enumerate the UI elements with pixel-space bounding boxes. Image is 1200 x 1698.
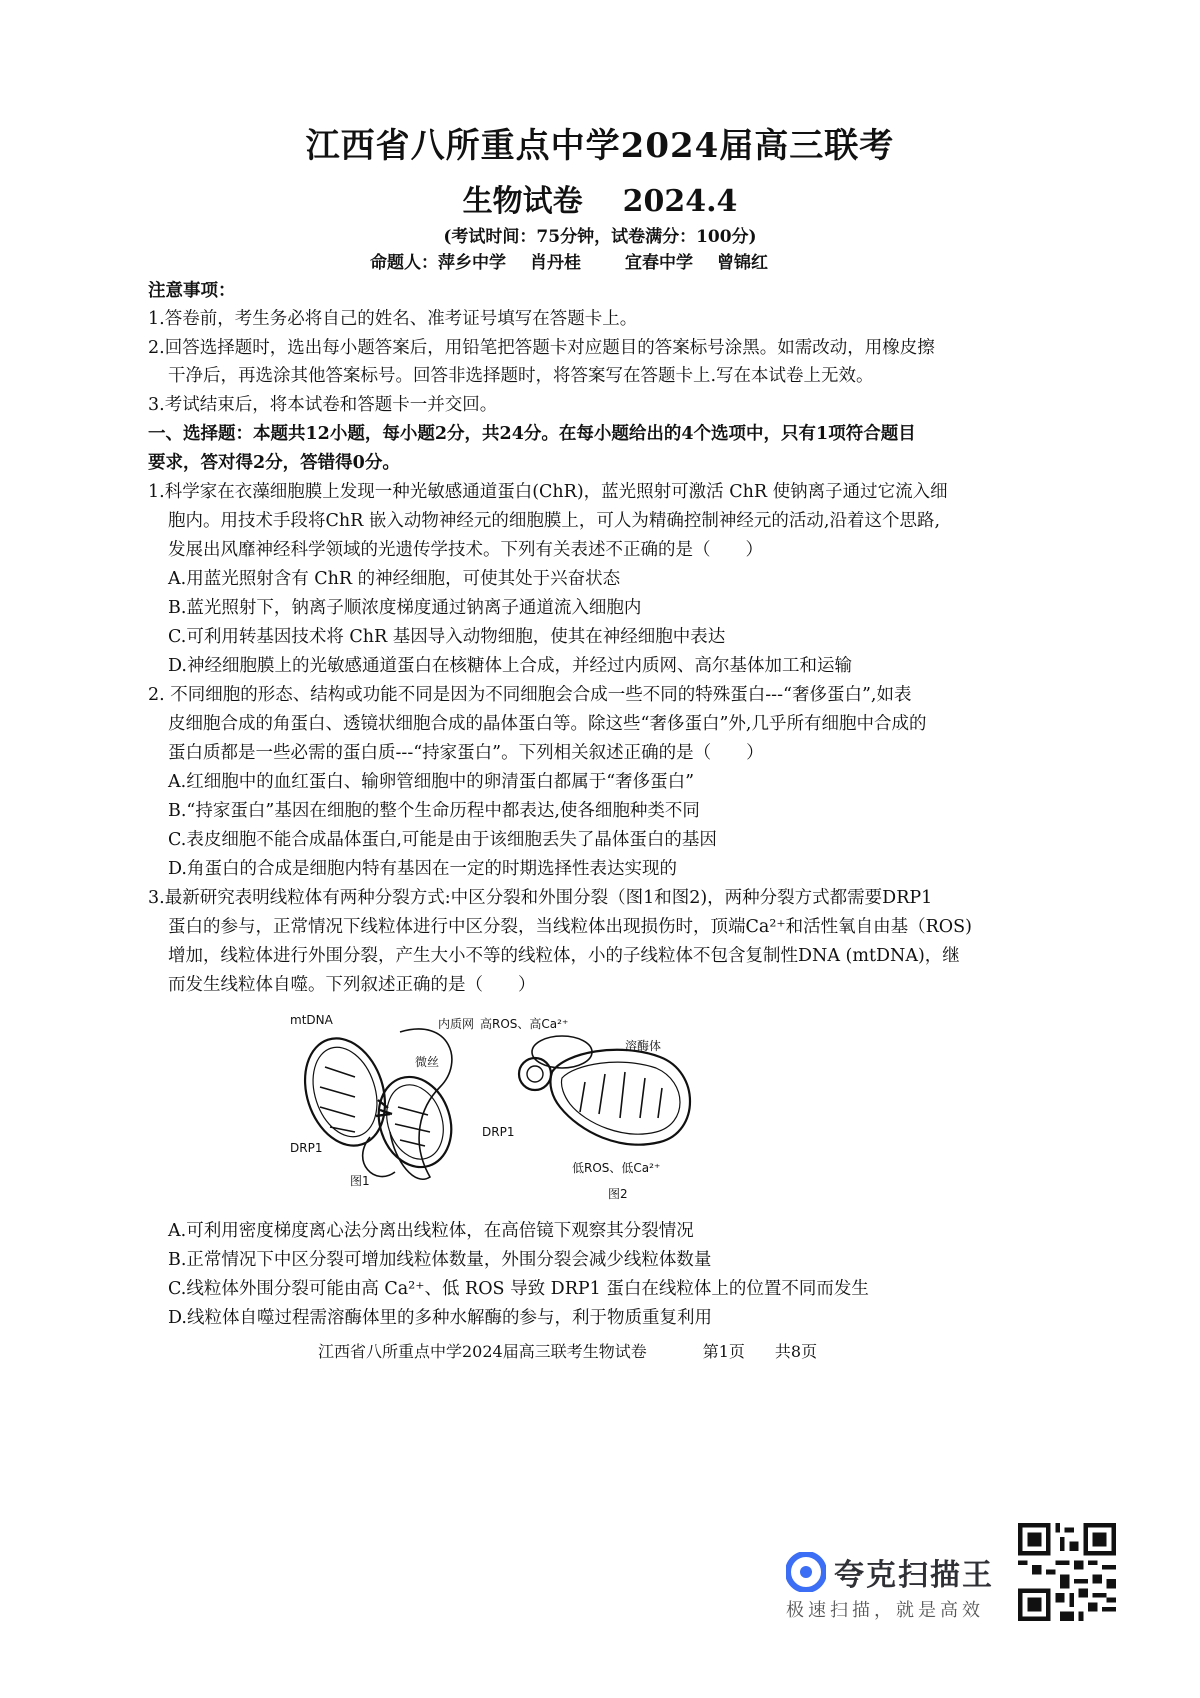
notice-heading: 注意事项： bbox=[148, 281, 236, 301]
figure-label: mtDNA bbox=[290, 1013, 333, 1027]
notice-item: 3.考试结束后，将本试卷和答题卡一并交回。 bbox=[148, 395, 498, 415]
page-number: 第1页 bbox=[702, 1342, 745, 1361]
author-3: 宜春中学 bbox=[625, 253, 693, 273]
question-3-option-a: A.可利用密度梯度离心法分离出线粒体，在高倍镜下观察其分裂情况 bbox=[168, 1221, 694, 1241]
exam-title: 江西省八所重点中学2024届高三联考 bbox=[305, 126, 895, 166]
section-heading-cont: 要求，答对得2分，答错得0分。 bbox=[148, 453, 400, 473]
scanner-name: 夸克扫描王 bbox=[834, 1558, 994, 1593]
question-3-option-d: D.线粒体自噬过程需溶酶体里的多种水解酶的参与，利于物质重复利用 bbox=[168, 1308, 712, 1328]
figure-label: DRP1 bbox=[482, 1125, 515, 1139]
question-3-option-b: B.正常情况下中区分裂可增加线粒体数量，外围分裂会减少线粒体数量 bbox=[168, 1250, 712, 1270]
authors-line bbox=[370, 248, 792, 273]
figure-caption: 图1 bbox=[350, 1174, 370, 1188]
question-3-stem: 而发生线粒体自噬。下列叙述正确的是（ ） bbox=[168, 975, 536, 995]
figure-2 bbox=[519, 1036, 690, 1145]
question-3-stem: 3.最新研究表明线粒体有两种分裂方式:中区分裂和外围分裂（图1和图2)，两种分裂方式都需要DRP1 bbox=[148, 888, 933, 908]
scanner-watermark bbox=[786, 1540, 1006, 1630]
exam-subtitle bbox=[0, 176, 1200, 220]
notice-item: 干净后，再选涂其他答案标号。回答非选择题时，将答案写在答题卡上.写在本试卷上无效。 bbox=[168, 366, 874, 386]
exam-date: 2024.4 bbox=[622, 184, 738, 219]
question-1-option-b: B.蓝光照射下，钠离子顺浓度梯度通过钠离子通道流入细胞内 bbox=[168, 598, 642, 618]
question-3-stem: 蛋白的参与，正常情况下线粒体进行中区分裂，当线粒体出现损伤时，顶端Ca²⁺和活性氧自由基（ROS) bbox=[168, 917, 972, 937]
subject-title: 生物试卷 bbox=[462, 184, 583, 219]
page-footer bbox=[318, 1339, 817, 1362]
question-2-option-b: B.“持家蛋白”基因在细胞的整个生命历程中都表达,使各细胞种类不同 bbox=[168, 801, 700, 821]
quark-logo-icon bbox=[786, 1552, 826, 1592]
figure-label: 内质网 bbox=[438, 1017, 475, 1031]
figure-1 bbox=[292, 1028, 463, 1179]
author-2: 肖丹桂 bbox=[530, 253, 581, 273]
scanner-slogan: 极速扫描，就是高效 bbox=[786, 1600, 984, 1621]
figure-label: 低ROS、低Ca²⁺ bbox=[572, 1161, 661, 1175]
exam-info: (考试时间：75分钟，试卷满分：100分) bbox=[443, 227, 757, 247]
notice-item: 1.答卷前，考生务必将自己的姓名、准考证号填写在答题卡上。 bbox=[148, 309, 638, 329]
question-2-option-c: C.表皮细胞不能合成晶体蛋白,可能是由于该细胞丢失了晶体蛋白的基因 bbox=[168, 830, 717, 850]
figure-label: 高ROS、高Ca²⁺ bbox=[480, 1017, 569, 1031]
question-1-stem: 1.科学家在衣藻细胞膜上发现一种光敏感通道蛋白(ChR)，蓝光照射可激活 ChR 使钠离子通过它流入细 bbox=[148, 482, 948, 502]
figure-label: 微丝 bbox=[415, 1055, 440, 1069]
question-3-stem: 增加，线粒体进行外围分裂，产生大小不等的线粒体，小的子线粒体不包含复制性DNA (mtDNA)，继 bbox=[168, 946, 960, 966]
question-2-option-a: A.红细胞中的血红蛋白、输卵管细胞中的卵清蛋白都属于“奢侈蛋白” bbox=[168, 772, 695, 792]
footer-title: 江西省八所重点中学2024届高三联考生物试卷 bbox=[318, 1342, 647, 1361]
question-1-stem: 发展出风靡神经科学领域的光遗传学技术。下列有关表述不正确的是（ ） bbox=[168, 540, 763, 560]
mitochondria-fission-figure bbox=[290, 1012, 770, 1220]
question-3-option-c: C.线粒体外围分裂可能由高 Ca²⁺、低 ROS 导致 DRP1 蛋白在线粒体上的位置不同而发生 bbox=[168, 1279, 869, 1299]
question-2-stem: 蛋白质都是一些必需的蛋白质---“持家蛋白”。下列相关叙述正确的是（ ） bbox=[168, 743, 764, 763]
question-1-option-c: C.可利用转基因技术将 ChR 基因导入动物细胞，使其在神经细胞中表达 bbox=[168, 627, 726, 647]
question-2-stem: 2. 不同细胞的形态、结构或功能不同是因为不同细胞会合成一些不同的特殊蛋白---“奢侈蛋白”,如表 bbox=[148, 685, 912, 705]
qr-code-icon bbox=[1018, 1523, 1116, 1621]
question-1-option-a: A.用蓝光照射含有 ChR 的神经细胞，可使其处于兴奋状态 bbox=[168, 569, 621, 589]
figure-caption: 图2 bbox=[608, 1187, 628, 1201]
notice-item: 2.回答选择题时，选出每小题答案后，用铅笔把答题卡对应题目的答案标号涂黑。如需改动，用橡皮擦 bbox=[148, 338, 935, 358]
page-total: 共8页 bbox=[774, 1342, 818, 1361]
question-1-stem: 胞内。用技术手段将ChR 嵌入动物神经元的细胞膜上，可人为精确控制神经元的活动,沿着这个思路, bbox=[168, 511, 941, 531]
author-1: 命题人：萍乡中学 bbox=[370, 253, 506, 273]
section-heading: 一、选择题：本题共12小题，每小题2分，共24分。在每小题给出的4个选项中，只有1项符合题目 bbox=[148, 424, 916, 444]
figure-label: 溶酶体 bbox=[625, 1039, 662, 1053]
question-1-option-d: D.神经细胞膜上的光敏感通道蛋白在核糖体上合成，并经过内质网、高尔基体加工和运输 bbox=[168, 656, 852, 676]
question-2-option-d: D.角蛋白的合成是细胞内特有基因在一定的时期选择性表达实现的 bbox=[168, 859, 677, 879]
figure-label: DRP1 bbox=[290, 1141, 323, 1155]
question-2-stem: 皮细胞合成的角蛋白、透镜状细胞合成的晶体蛋白等。除这些“奢侈蛋白”外,几乎所有细胞中合成的 bbox=[168, 714, 927, 734]
author-4: 曾锦红 bbox=[717, 253, 768, 273]
